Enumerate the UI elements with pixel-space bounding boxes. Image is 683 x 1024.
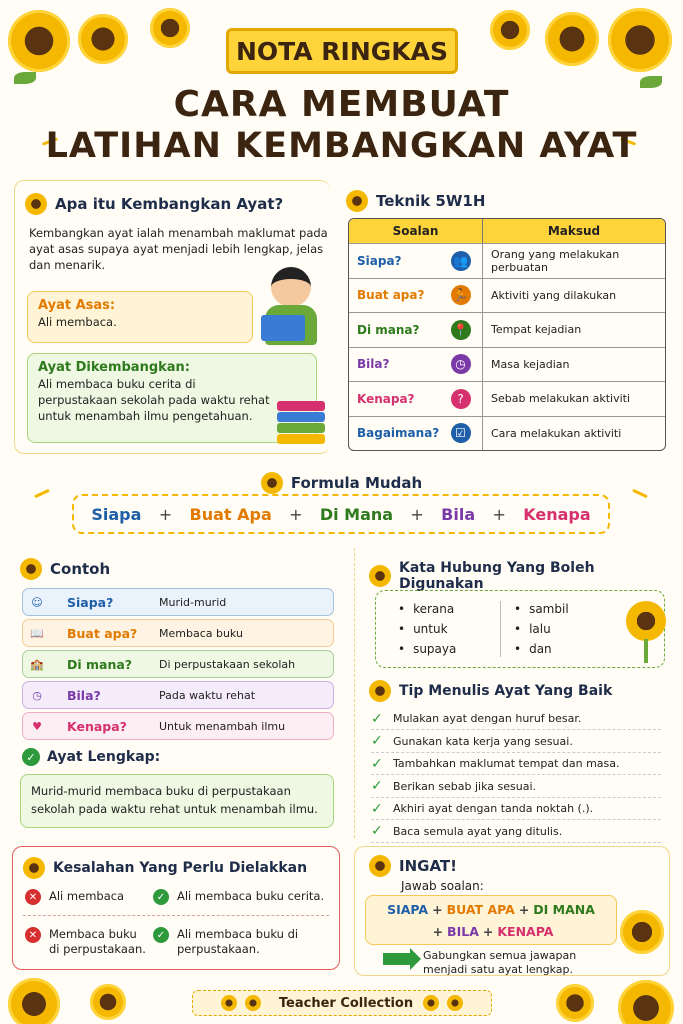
- people-icon: 👥: [451, 251, 471, 271]
- remember-part: BILA: [447, 924, 479, 939]
- page-title-line2: LATIHAN KEMBANGKAN AYAT: [45, 126, 638, 166]
- check-icon: ✓: [371, 710, 383, 727]
- table-row: [349, 381, 665, 416]
- conjunction-item: • untuk: [398, 619, 456, 639]
- sunflower-icon: [23, 857, 45, 879]
- meaning-cell: Orang yang melakukan perbuatan: [491, 247, 620, 274]
- col-header-question: Soalan: [349, 219, 483, 243]
- developed-sentence-label: Ayat Dikembangkan:: [38, 360, 191, 375]
- icon-cell: [439, 348, 483, 382]
- tip-text: Mulakan ayat dengan huruf besar.: [393, 712, 582, 725]
- meaning-cell: Tempat kejadian: [491, 323, 582, 337]
- meaning-cell: Cara melakukan aktiviti: [491, 426, 622, 440]
- complete-sentence-heading: [22, 748, 160, 766]
- plus-sign: +: [518, 902, 530, 917]
- school-icon: 🏫: [30, 657, 44, 671]
- sunflower-icon: [20, 558, 42, 580]
- sunflower-icon: [369, 855, 391, 877]
- sunflower-icon: [221, 995, 237, 1011]
- basic-sentence-box: [27, 291, 253, 343]
- meaning-cell: Masa kejadian: [491, 357, 570, 371]
- table-row: [349, 312, 665, 347]
- arrow-right-icon: [383, 953, 411, 965]
- remember-prompt: Jawab soalan:: [401, 879, 484, 893]
- remember-heading-text: INGAT!: [399, 857, 457, 875]
- tip-text: Akhiri ayat dengan tanda noktah (.).: [393, 802, 594, 815]
- sunflower-icon: [369, 680, 391, 702]
- example-answer: Murid-murid: [159, 595, 227, 609]
- question-cell: Buat apa?: [357, 288, 425, 303]
- complete-sentence-label: Ayat Lengkap:: [47, 749, 161, 765]
- basic-sentence-text: Ali membaca.: [38, 315, 117, 329]
- conjunction-item: • dan: [514, 639, 569, 659]
- clock-icon: ◷: [32, 688, 42, 702]
- mistakes-section: [12, 846, 340, 970]
- check-icon: ✓: [153, 889, 169, 905]
- formula-part: Buat Apa: [189, 504, 272, 524]
- mistake-wrong-text: Ali membaca: [49, 889, 125, 903]
- running-icon: 🏃: [451, 285, 471, 305]
- developed-sentence-box: [27, 353, 317, 443]
- remember-heading: [369, 855, 457, 877]
- checklist-icon: ☑: [451, 423, 471, 443]
- table-row: [349, 416, 665, 451]
- example-row: [22, 588, 334, 616]
- mistakes-heading: [23, 857, 307, 879]
- stem-decoration: [644, 639, 648, 663]
- table-row: [349, 347, 665, 382]
- tip-text: Gunakan kata kerja yang sesuai.: [393, 734, 573, 748]
- conjunction-item: • sambil: [514, 599, 569, 619]
- divider: [23, 915, 329, 916]
- mistake-wrong-1: [25, 889, 124, 905]
- remember-note: Gabungkan semua jawapan menjadi satu ayat lengkap.: [423, 949, 577, 976]
- table-header: [349, 219, 665, 243]
- check-icon: ✓: [371, 800, 383, 817]
- clock-icon: ◷: [451, 354, 471, 374]
- check-icon: ✓: [153, 927, 169, 943]
- formula-part: Siapa: [91, 504, 142, 524]
- header-banner: NOTA RINGKAS: [226, 28, 458, 74]
- check-icon: ✓: [371, 778, 383, 794]
- 5w1h-heading: [346, 190, 485, 212]
- formula-heading-text: Formula Mudah: [290, 474, 423, 492]
- remember-formula: [365, 895, 617, 945]
- book-icon: 📖: [30, 626, 44, 640]
- intro-heading-text: Apa itu Kembangkan Ayat?: [55, 195, 284, 213]
- books-stack-icon: [277, 401, 325, 443]
- example-question: Siapa?: [67, 594, 114, 610]
- example-answer: Di perpustakaan sekolah: [159, 657, 296, 671]
- divider: [500, 601, 501, 657]
- tips-heading: [369, 680, 612, 702]
- tips-heading-text: Tip Menulis Ayat Yang Baik: [399, 683, 613, 699]
- check-icon: ✓: [22, 748, 40, 766]
- remember-part: KENAPA: [497, 924, 554, 939]
- col-header-meaning: Maksud: [547, 223, 601, 238]
- basic-sentence-label: Ayat Asas:: [38, 298, 116, 313]
- remember-part: SIAPA: [387, 902, 429, 917]
- formula-box: [72, 494, 610, 534]
- plus-sign: +: [432, 902, 443, 917]
- location-pin-icon: 📍: [451, 320, 471, 340]
- page-title-line1: CARA MEMBUAT: [173, 84, 510, 125]
- example-question: Bila?: [67, 687, 101, 703]
- sunflower-icon: [261, 472, 283, 494]
- 5w1h-table: [348, 218, 666, 451]
- icon-cell: [439, 382, 483, 416]
- meaning-cell: Sebab melakukan aktiviti: [491, 392, 631, 406]
- sunflower-icon: [369, 565, 391, 587]
- mistake-right-text: Ali membaca buku cerita.: [177, 889, 325, 903]
- table-row: [349, 278, 665, 313]
- tip-item: [371, 821, 661, 843]
- tip-item: [371, 753, 661, 775]
- conjunction-item: • kerana: [398, 599, 456, 619]
- example-row: [22, 712, 334, 740]
- intro-description: Kembangkan ayat ialah menambah maklumat pada ayat asas supaya ayat menjadi lebih lengkap, jelas dan menarik.: [29, 226, 328, 272]
- tip-item: [371, 731, 661, 753]
- mistake-right-1: [153, 889, 324, 905]
- example-heading: [20, 558, 110, 580]
- example-row: [22, 619, 334, 647]
- plus-sign: +: [432, 924, 444, 939]
- plus-sign: +: [482, 924, 494, 939]
- tip-text: Berikan sebab jika sesuai.: [393, 779, 536, 793]
- table-row: [349, 243, 665, 278]
- conjunctions-heading-text: Kata Hubung Yang Boleh Digunakan: [399, 560, 595, 592]
- example-row: [22, 681, 334, 709]
- icon-cell: [439, 279, 483, 313]
- footer-text: Teacher Collection: [278, 995, 414, 1011]
- tip-text: Tambahkan maklumat tempat dan masa.: [393, 757, 620, 770]
- remember-part: BUAT APA: [446, 902, 515, 917]
- student-icon: ☺: [31, 595, 43, 609]
- example-answer: Membaca buku: [159, 626, 243, 640]
- icon-cell: [439, 313, 483, 347]
- footer-label: [192, 990, 492, 1016]
- complete-sentence-box: Murid-murid membaca buku di perpustakaan sekolah pada waktu rehat untuk menambah ilmu.: [20, 774, 334, 828]
- remember-section: [354, 846, 670, 976]
- formula-part: Bila: [441, 504, 476, 524]
- question-cell: Siapa?: [357, 253, 402, 268]
- example-row: [22, 650, 334, 678]
- plus-sign: +: [158, 504, 173, 524]
- cross-icon: ✕: [25, 927, 41, 943]
- plus-sign: +: [289, 504, 303, 524]
- example-heading-text: Contoh: [50, 560, 111, 578]
- formula-part: Kenapa: [523, 504, 591, 524]
- intro-heading: [25, 193, 283, 215]
- conjunction-item: • lalu: [514, 619, 569, 639]
- conjunctions-box: [375, 590, 665, 668]
- tip-item: [371, 776, 661, 798]
- plus-sign: +: [410, 504, 424, 524]
- example-section: [14, 548, 342, 836]
- intro-section: [14, 180, 330, 454]
- example-answer: Pada waktu rehat: [159, 688, 256, 702]
- cross-icon: ✕: [25, 889, 41, 905]
- mistake-wrong-text: Membaca buku di perpustakaan.: [49, 927, 146, 956]
- conjunctions-heading: [369, 560, 670, 592]
- sunflower-icon: [245, 995, 261, 1011]
- meaning-cell: Aktiviti yang dilakukan: [491, 288, 617, 302]
- formula-heading: [0, 472, 683, 494]
- mistake-right-text: Ali membaca buku di perpustakaan.: [177, 927, 299, 956]
- icon-cell: [439, 417, 483, 451]
- check-icon: ✓: [371, 733, 383, 749]
- developed-sentence-text: Ali membaca buku cerita di perpustakaan sekolah pada waktu rehat untuk menambah ilmu pengetahuan.: [38, 377, 270, 423]
- question-cell: Di mana?: [357, 322, 420, 337]
- tip-item: [371, 798, 661, 820]
- formula-part: Di Mana: [319, 504, 394, 524]
- conjunctions-tips-section: [354, 548, 670, 838]
- question-icon: ?: [451, 389, 471, 409]
- heart-icon: ♥: [32, 719, 42, 733]
- 5w1h-section: [340, 180, 670, 454]
- example-question: Di mana?: [67, 656, 133, 672]
- sunflower-icon: [423, 995, 439, 1011]
- conjunctions-col-2: [514, 599, 569, 659]
- 5w1h-heading-text: Teknik 5W1H: [376, 192, 486, 210]
- mistakes-heading-text: Kesalahan Yang Perlu Dielakkan: [53, 860, 308, 876]
- question-cell: Kenapa?: [357, 391, 415, 406]
- boy-reading-illustration: [261, 267, 321, 345]
- question-cell: Bagaimana?: [357, 426, 440, 441]
- remember-part: DI MANA: [533, 902, 595, 917]
- example-question: Kenapa?: [67, 718, 127, 734]
- mistake-right-2: [153, 927, 323, 957]
- tip-text: Baca semula ayat yang ditulis.: [393, 824, 563, 838]
- question-cell: Bila?: [357, 357, 390, 372]
- check-icon: ✓: [371, 823, 383, 839]
- plus-sign: +: [492, 504, 506, 524]
- sunflower-icon: [626, 601, 666, 641]
- icon-cell: [439, 244, 483, 278]
- example-question: Buat apa?: [67, 625, 138, 641]
- mistake-wrong-2: [25, 927, 147, 957]
- check-icon: ✓: [371, 755, 383, 772]
- example-answer: Untuk menambah ilmu: [159, 719, 286, 733]
- sunflower-icon: [447, 995, 463, 1011]
- sunflower-icon: [25, 193, 47, 215]
- conjunction-item: • supaya: [398, 639, 456, 659]
- tip-item: [371, 708, 661, 730]
- conjunctions-col-1: [398, 599, 456, 659]
- sunflower-icon: [346, 190, 368, 212]
